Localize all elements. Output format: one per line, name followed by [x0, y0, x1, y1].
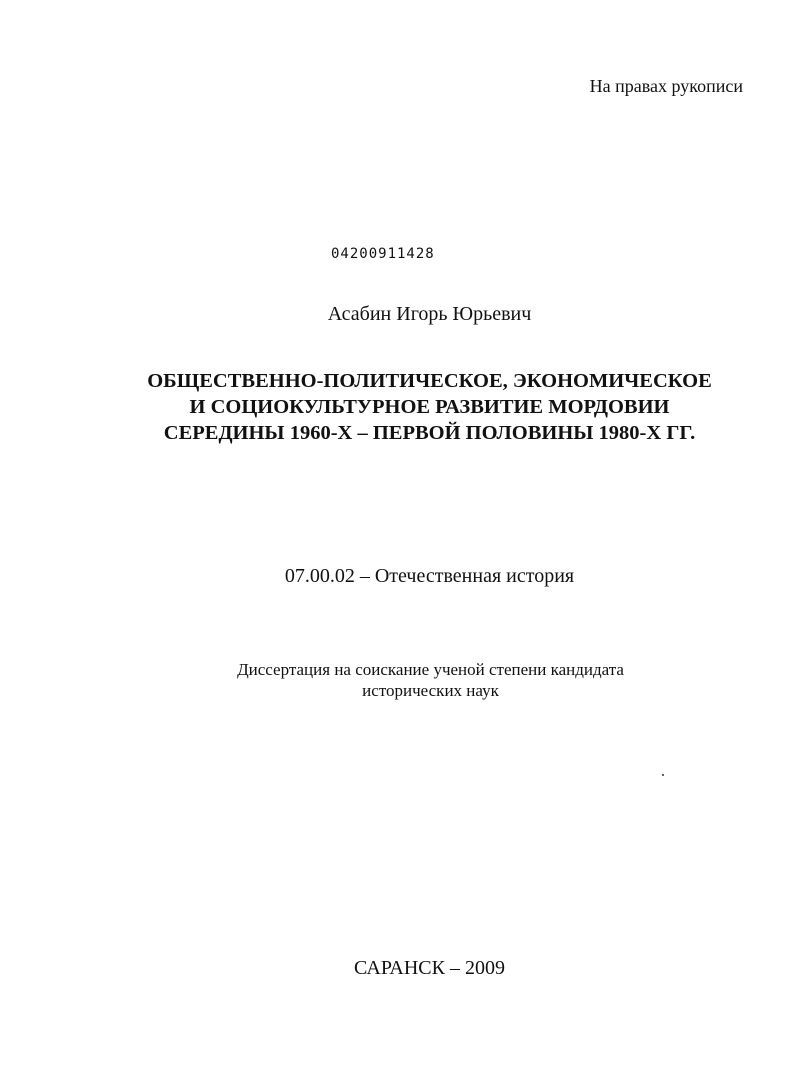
title-line: ОБЩЕСТВЕННО-ПОЛИТИЧЕСКОЕ, ЭКОНОМИЧЕСКОЕ	[147, 370, 712, 392]
degree-statement-line: Диссертация на соискание ученой степени кандидата	[237, 660, 624, 679]
scan-speck	[662, 774, 664, 776]
degree-statement-line: исторических наук	[362, 681, 499, 700]
place-and-year: САРАНСК – 2009	[354, 957, 505, 979]
rights-note: На правах рукописи	[589, 76, 743, 96]
author-name: Асабин Игорь Юрьевич	[327, 303, 532, 325]
title-line: И СОЦИОКУЛЬТУРНОЕ РАЗВИТИЕ МОРДОВИИ	[189, 396, 670, 418]
archive-code: 04200911428	[331, 246, 435, 262]
specialty-code: 07.00.02 – Отечественная история	[284, 565, 575, 587]
dissertation-title	[60, 368, 799, 446]
degree-statement	[0, 659, 799, 701]
title-line: СЕРЕДИНЫ 1960-Х – ПЕРВОЙ ПОЛОВИНЫ 1980-Х ГГ.	[163, 422, 696, 444]
